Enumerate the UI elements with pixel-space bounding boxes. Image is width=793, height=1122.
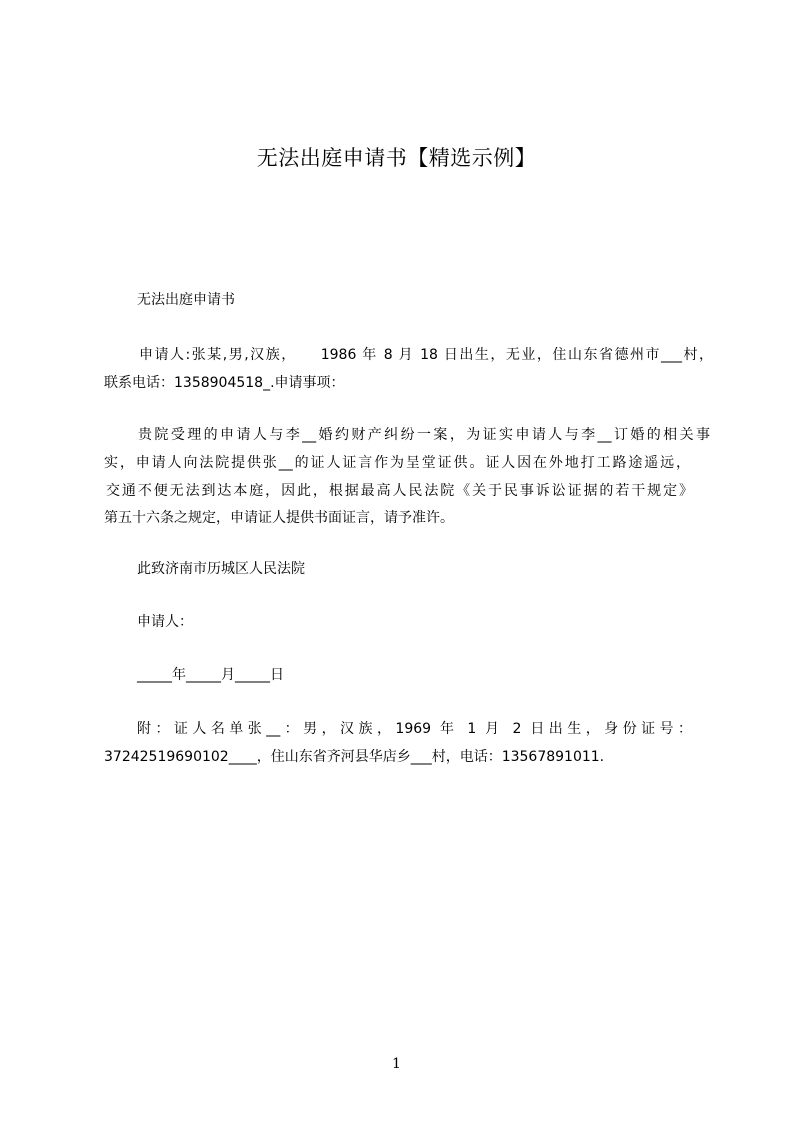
body-line-3: 交通不便无法到达本庭，因此，根据最高人民法院《关于民事诉讼证据的若干规定》 — [106, 483, 693, 499]
body-line-4: 第五十六条之规定，申请证人提供书面证言，请予准许。 — [104, 510, 454, 526]
date-line: _____年_____月_____日 — [137, 667, 284, 683]
attachment-line-1: 附：证人名单张__：男，汉族，1969 年 1 月 2 日出生，身份证号： — [137, 721, 692, 737]
applicant-line-1: 申请人:张某,男,汉族， 1986 年 8 月 18 日出生，无业，住山东省德州市___村， — [139, 347, 713, 363]
applicant-line-2: 联系电话：1358904518_.申请事项： — [104, 375, 345, 391]
attachment-line-2: 37242519690102____，住山东省齐河县华店乡___村，电话：13567891011. — [104, 749, 605, 765]
body-line-2: 实，申请人向法院提供张__的证人证言作为呈堂证供。证人因在外地打工路途遥远， — [104, 455, 690, 471]
body-line-1: 贵院受理的申请人与李__婚约财产纠纷一案，为证实申请人与李__订婚的相关事 — [138, 427, 710, 443]
page-number: 1 — [392, 1056, 401, 1072]
document-title: 无法出庭申请书【精选示例】 — [256, 146, 537, 170]
addressee-line: 此致济南市历城区人民法院 — [137, 561, 305, 577]
signature-label: 申请人： — [137, 614, 193, 630]
document-subtitle: 无法出庭申请书 — [137, 292, 235, 308]
